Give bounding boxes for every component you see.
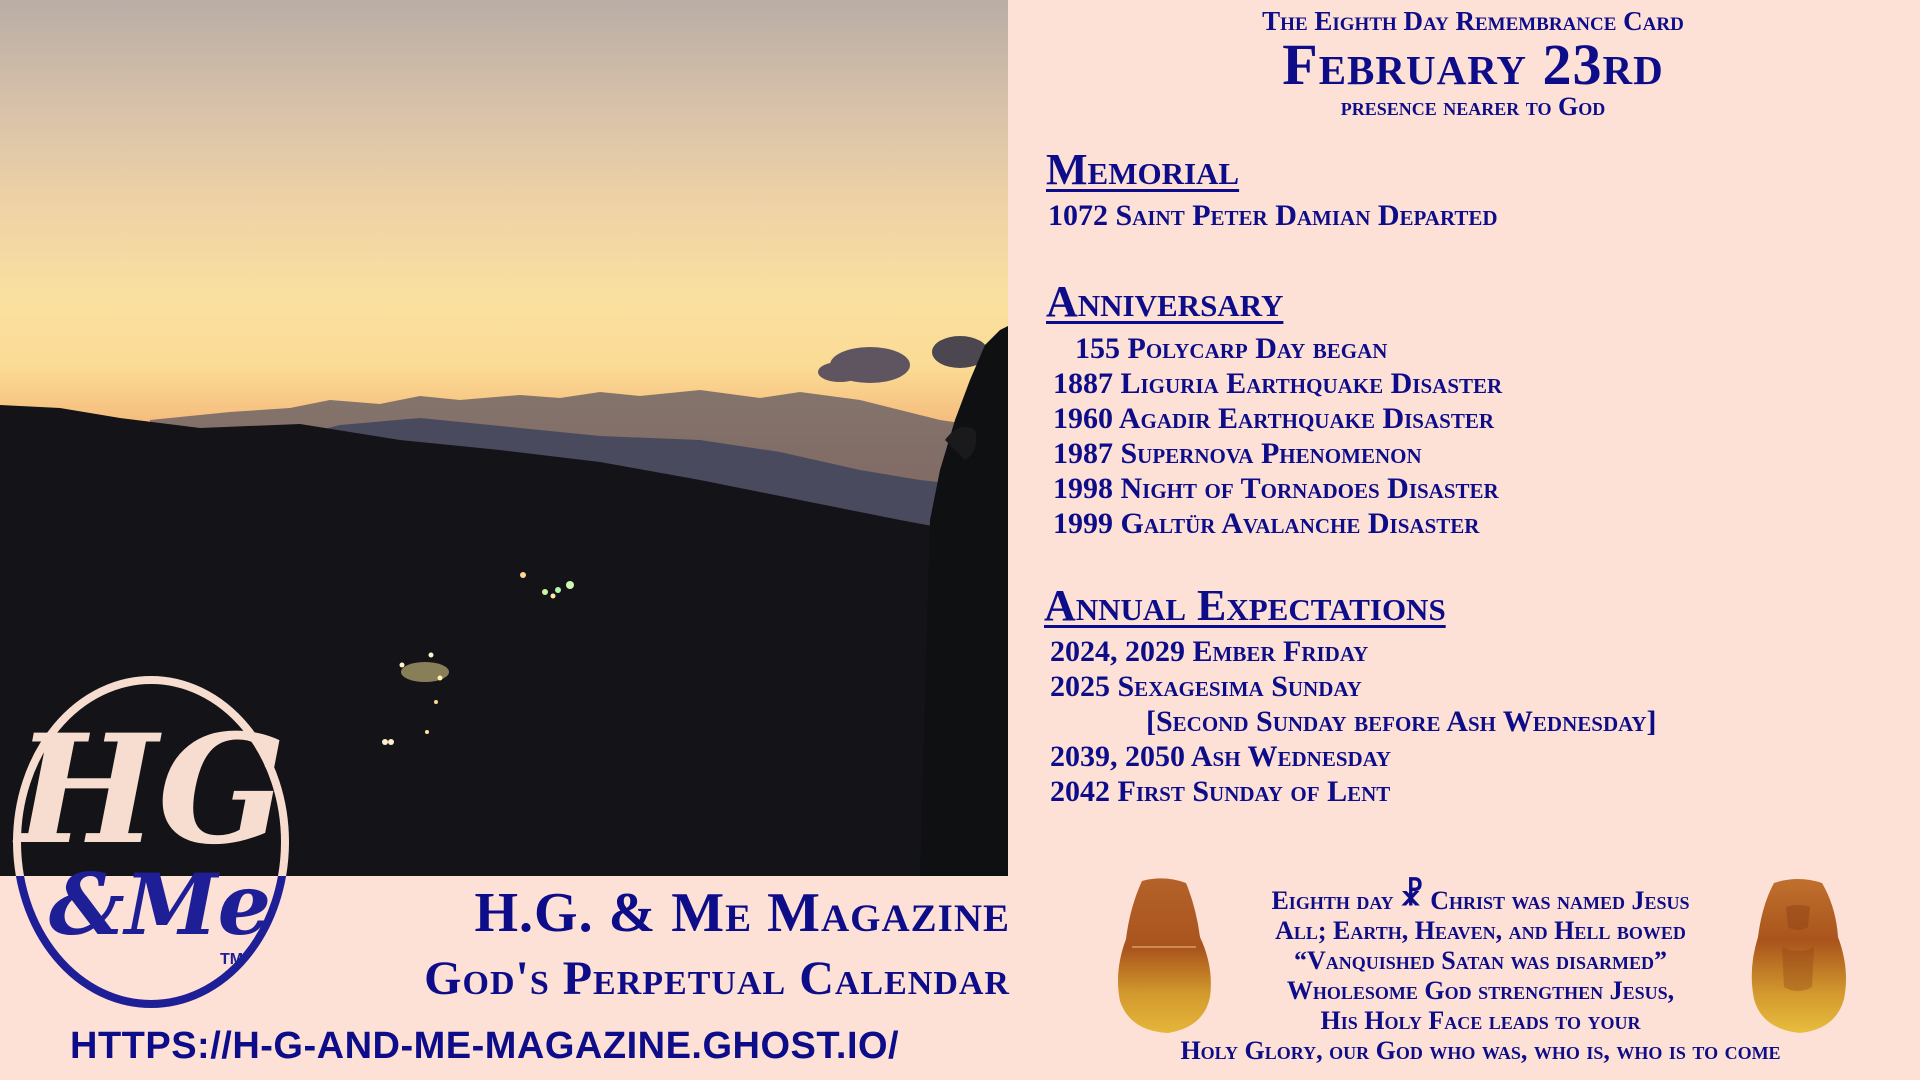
card-title: The Eighth Day Remembrance Card [1262, 6, 1684, 36]
expectation-item: 2024, 2029 Ember Friday [1050, 635, 1369, 668]
poem-line-5: His Holy Face leads to your [1320, 1006, 1641, 1035]
logo-monogram-hg: HG [16, 702, 286, 878]
magazine-url-link[interactable]: HTTPS://H-G-AND-ME-MAGAZINE.GHOST.IO/ [70, 1025, 900, 1067]
poem-line-4: Wholesome God strengthen Jesus, [1286, 976, 1675, 1005]
poem-block [1108, 879, 1853, 1066]
logo-monogram-me: &Me [48, 855, 272, 954]
poem-line-3: “Vanquished Satan was disarmed” [1293, 946, 1668, 975]
logo-trademark: TM [220, 951, 244, 968]
card-header [1008, 6, 1920, 120]
expectation-item: 2039, 2050 Ash Wednesday [1050, 740, 1392, 773]
poem-line-1 [1108, 879, 1853, 916]
poem-line-2: All; Earth, Heaven, and Hell bowed [1275, 916, 1686, 945]
card-theme: presence nearer to God [1340, 92, 1606, 121]
poem-line-1-start: Eighth day [1271, 886, 1394, 915]
magazine-title: H.G. & Me Magazine [474, 882, 1010, 944]
anniversary-item: 1987 Supernova Phenomenon [1053, 437, 1422, 470]
anniversary-item: 1999 Galtür Avalanche Disaster [1053, 507, 1480, 540]
memorial-item: 1072 Saint Peter Damian Departed [1048, 199, 1498, 232]
magazine-subtitle: God's Perpetual Calendar [424, 952, 1010, 1005]
card-date: February 23rd [1282, 32, 1664, 97]
anniversary-item: 1998 Night of Tornadoes Disaster [1053, 472, 1499, 505]
chi-rho-icon: ☧ [1400, 879, 1424, 912]
annual-expectations-heading: Annual Expectations [1044, 581, 1446, 630]
memorial-heading: Memorial [1046, 145, 1240, 194]
poem-line-6: Holy Glory, our God who was, who is, who is to come [1180, 1036, 1781, 1065]
expectation-item: 2025 Sexagesima Sunday [1050, 670, 1362, 703]
anniversary-heading: Anniversary [1046, 277, 1284, 326]
hg-and-me-logo [10, 672, 292, 1012]
anniversary-item: 1887 Liguria Earthquake Disaster [1053, 367, 1503, 400]
anniversary-item: 155 Polycarp Day began [1075, 332, 1388, 365]
poem-line-1-end: Christ was named Jesus [1430, 886, 1690, 915]
anniversary-item: 1960 Agadir Earthquake Disaster [1053, 402, 1495, 435]
expectation-item-note: [Second Sunday before Ash Wednesday] [1146, 705, 1657, 738]
expectation-item: 2042 First Sunday of Lent [1050, 775, 1391, 808]
